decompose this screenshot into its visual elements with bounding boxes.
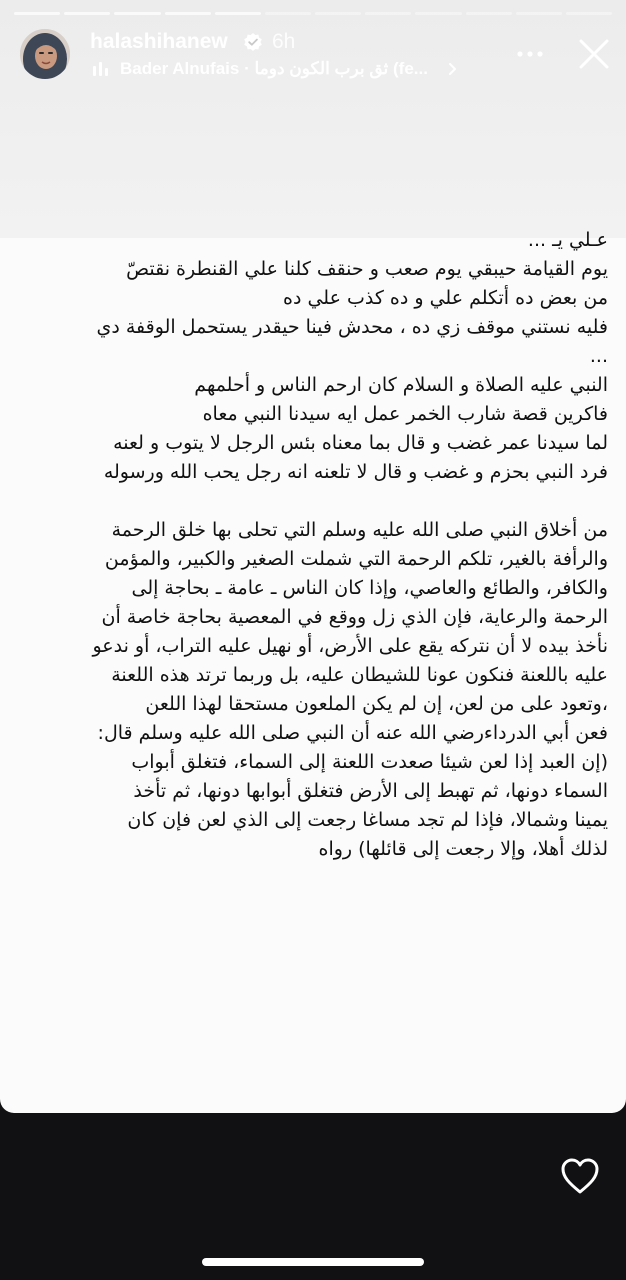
text-line: فرد النبي بحزم و غضب و قال لا تلعنه انه رجل يحب الله ورسوله: [103, 461, 608, 483]
text-line: من بعض ده أتكلم علي و ده كذب علي ده: [283, 287, 608, 309]
story-progress-bar: [14, 12, 612, 15]
more-options-icon[interactable]: [516, 44, 544, 64]
story-footer: [0, 1113, 626, 1280]
progress-segment: [415, 12, 461, 15]
equalizer-icon: [92, 62, 110, 76]
text-line: نأخذ بيده لا أن نتركه يقع على الأرض، أو نهيل عليه التراب، أو ندعو: [92, 635, 608, 657]
progress-segment: [265, 12, 311, 15]
text-line: يمينا وشمالا، فإذا لم تجد مساغا رجعت إلى الذي لعن فإن كان: [127, 809, 608, 831]
progress-segment: [516, 12, 562, 15]
text-line: ،وتعود على من لعن، إن لم يكن الملعون مستحقا لهذا اللعن: [145, 693, 608, 715]
text-line: عليه باللعنة فنكون عونا للشيطان عليه، بل وربما ترتد هذه اللعنة: [111, 664, 608, 686]
text-line: عـلي يـ ...: [527, 229, 608, 251]
avatar[interactable]: [20, 29, 70, 79]
text-line: (إن العبد إذا لعن شيئا صعدت اللعنة إلى السماء، فتغلق أبواب: [131, 751, 608, 773]
text-line: فعن أبي الدرداءرضي الله عنه أن النبي صلى الله عليه وسلم قال:: [97, 722, 608, 744]
verified-badge-icon: [244, 33, 262, 51]
text-line: الرحمة والرعاية، فإن الذي زل ووقع في المعصية بحاجة خاصة أن: [101, 606, 608, 628]
text-line: من أخلاق النبي صلى الله عليه وسلم التي تحلى بها خلق الرحمة: [111, 519, 608, 541]
progress-segment: [466, 12, 512, 15]
post-time: 6h: [272, 30, 296, 53]
text-line: السماء دونها، ثم تهبط إلى الأرض فتغلق أبوابها دونها، ثم تأخذ: [133, 780, 608, 802]
progress-segment: [114, 12, 160, 15]
text-line: يوم القيامة حيبقي يوم صعب و حنقف كلنا علي القنطرة نقتصّ: [126, 258, 608, 280]
progress-segment: [315, 12, 361, 15]
heart-icon[interactable]: [560, 1157, 600, 1195]
text-line: ...: [589, 345, 608, 367]
text-line: لما سيدنا عمر غضب و قال بما معناه بئس الرجل لا يتوب و لعنه: [113, 432, 608, 454]
music-title: Bader Alnufais · ثق برب الكون دوما (fe...: [120, 59, 428, 78]
story-text: [18, 226, 608, 864]
progress-segment: [64, 12, 110, 15]
progress-segment: [165, 12, 211, 15]
text-line: والرأفة بالغير، تلكم الرحمة التي شملت الصغير والكبير، والمؤمن: [104, 548, 608, 570]
progress-segment: [365, 12, 411, 15]
text-spacer: [18, 487, 608, 516]
username[interactable]: halashihanew: [90, 30, 228, 53]
home-indicator[interactable]: [202, 1258, 424, 1266]
chevron-right-icon: [448, 62, 458, 76]
text-line: لذلك أهلا، وإلا رجعت إلى قائلها) رواه: [318, 838, 608, 860]
progress-segment: [566, 12, 612, 15]
text-line: فاكرين قصة شارب الخمر عمل ايه سيدنا النبي معاه: [202, 403, 608, 425]
text-line: النبي عليه الصلاة و السلام كان ارحم الناس و أحلمهم: [194, 374, 608, 396]
text-line: والكافر، والطائع والعاصي، وإذا كان الناس ـ عامة ـ بحاجة إلى: [131, 577, 608, 599]
text-line: فليه نستني موقف زي ده ، محدش فينا حيقدر يستحمل الوقفة دي: [96, 316, 608, 338]
music-attribution[interactable]: [92, 58, 458, 80]
progress-segment: [215, 12, 261, 15]
progress-segment: [14, 12, 60, 15]
close-icon[interactable]: [578, 38, 610, 70]
avatar-image: [20, 29, 70, 79]
